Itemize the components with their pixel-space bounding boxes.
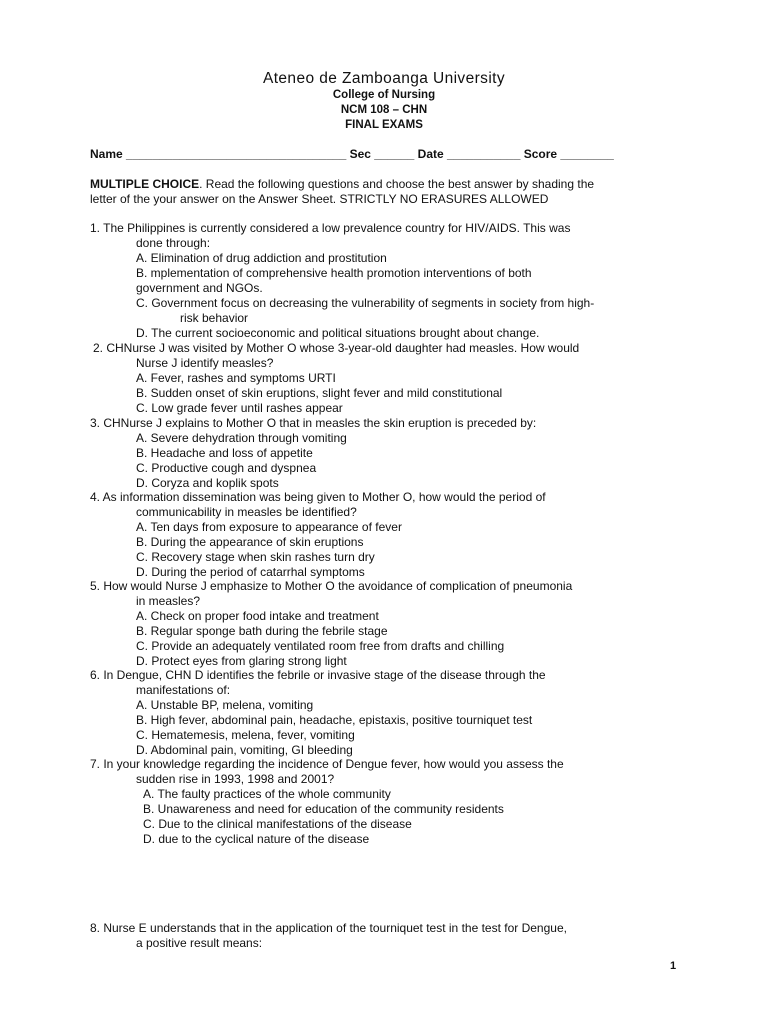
question-1-option-b: B. mplementation of comprehensive health promotion interventions of both — [136, 266, 532, 280]
exam-title: FINAL EXAMS — [345, 119, 423, 131]
question-6-option-c: C. Hematemesis, melena, fever, vomiting — [136, 728, 355, 742]
question-1-option-b-cont: government and NGOs. — [136, 281, 263, 295]
question-2-stem-cont: Nurse J identify measles? — [136, 356, 274, 370]
instructions-line-2: letter of the your answer on the Answer Sheet. STRICTLY NO ERASURES ALLOWED — [90, 192, 549, 206]
question-7-option-c: C. Due to the clinical manifestations of the disease — [143, 817, 412, 831]
course-code: NCM 108 – CHN — [340, 104, 428, 116]
question-1-option-c-cont: risk behavior — [180, 311, 249, 325]
question-1-stem: 1. The Philippines is currently considered a low prevalence country for HIV/AIDS. This was — [90, 221, 571, 235]
question-3-option-c: C. Productive cough and dyspnea — [136, 461, 317, 475]
question-6-stem: 6. In Dengue, CHN D identifies the febrile or invasive stage of the disease through the — [90, 668, 546, 682]
question-6-stem-cont: manifestations of: — [136, 683, 231, 697]
question-5-option-a: A. Check on proper food intake and treatment — [136, 609, 379, 623]
question-2-option-b: B. Sudden onset of skin eruptions, slight fever and mild constitutional — [136, 386, 503, 400]
question-4-stem: 4. As information dissemination was being given to Mother O, how would the period of — [90, 490, 546, 504]
question-2-stem: 2. CHNurse J was visited by Mother O whose 3-year-old daughter had measles. How would — [93, 341, 580, 355]
question-6-option-d: D. Abdominal pain, vomiting, GI bleeding — [136, 743, 353, 757]
question-2-option-c: C. Low grade fever until rashes appear — [136, 401, 343, 415]
question-6-option-a: A. Unstable BP, melena, vomiting — [136, 698, 314, 712]
question-3-option-b: B. Headache and loss of appetite — [136, 446, 313, 460]
question-5-stem-cont: in measles? — [136, 594, 201, 608]
question-5-option-d: D. Protect eyes from glaring strong light — [136, 654, 347, 668]
question-7-option-a: A. The faulty practices of the whole community — [143, 787, 391, 801]
question-4-stem-cont: communicability in measles be identified? — [136, 505, 357, 519]
question-4-option-c: C. Recovery stage when skin rashes turn dry — [136, 550, 375, 564]
question-7-option-b: B. Unawareness and need for education of the community residents — [143, 802, 504, 816]
question-3-option-a: A. Severe dehydration through vomiting — [136, 431, 347, 445]
question-5-option-b: B. Regular sponge bath during the febrile stage — [136, 624, 388, 638]
student-info-line: Name _________________________________ Sec ______ Date ___________ Score ________ — [90, 147, 614, 161]
question-4-option-b: B. During the appearance of skin eruptions — [136, 535, 364, 549]
instructions-text-1: . Read the following questions and choose the best answer by shading the — [199, 177, 595, 191]
question-6-option-b: B. High fever, abdominal pain, headache, epistaxis, positive tourniquet test — [136, 713, 533, 727]
college-name: College of Nursing — [332, 89, 436, 101]
university-name: Ateneo de Zamboanga University — [262, 70, 506, 87]
question-1-option-d: D. The current socioeconomic and political situations brought about change. — [136, 326, 540, 340]
question-7-stem-cont: sudden rise in 1993, 1998 and 2001? — [136, 772, 335, 786]
question-8-stem-cont: a positive result means: — [136, 936, 263, 950]
question-8-stem: 8. Nurse E understands that in the application of the tourniquet test in the test for Dengue, — [90, 921, 567, 935]
question-4-option-d: D. During the period of catarrhal symptoms — [136, 565, 365, 579]
question-3-option-d: D. Coryza and koplik spots — [136, 476, 279, 490]
question-1-stem-cont: done through: — [136, 236, 211, 250]
question-5-option-c: C. Provide an adequately ventilated room free from drafts and chilling — [136, 639, 505, 653]
page-number: 1 — [670, 960, 677, 972]
question-1-option-c: C. Government focus on decreasing the vulnerability of segments in society from high- — [136, 296, 595, 310]
question-7-option-d: D. due to the cyclical nature of the disease — [143, 832, 370, 846]
question-2-option-a: A. Fever, rashes and symptoms URTI — [136, 371, 336, 385]
question-5-stem: 5. How would Nurse J emphasize to Mother O the avoidance of complication of pneumonia — [90, 579, 573, 593]
question-7-stem: 7. In your knowledge regarding the incidence of Dengue fever, how would you assess the — [90, 757, 564, 771]
instructions-heading: MULTIPLE CHOICE — [90, 177, 200, 191]
question-4-option-a: A. Ten days from exposure to appearance of fever — [136, 520, 402, 534]
question-3-stem: 3. CHNurse J explains to Mother O that in measles the skin eruption is preceded by: — [90, 416, 537, 430]
instructions-line-1 — [90, 177, 594, 191]
question-1-option-a: A. Elimination of drug addiction and prostitution — [136, 251, 387, 265]
